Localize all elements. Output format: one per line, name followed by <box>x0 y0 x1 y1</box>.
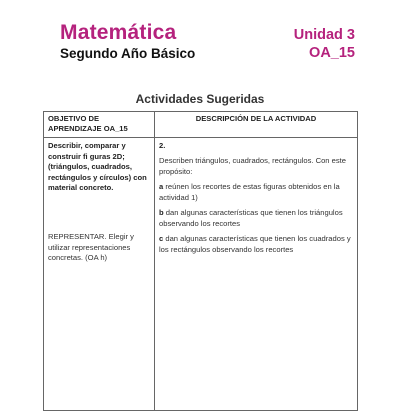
represent-text: REPRESENTAR. Elegir y utilizar representaciones concretas. (OA h) <box>48 232 134 262</box>
activity-column-header: DESCRIPCIÓN DE LA ACTIVIDAD <box>195 114 317 123</box>
subject-title: Matemática <box>60 21 177 44</box>
item-text: dan algunas características que tienen los cuadrados y los rectángulos observando los recortes <box>159 234 351 254</box>
item-letter: a <box>159 182 164 191</box>
item-letter: c <box>159 234 164 243</box>
item-text: dan algunas características que tienen los triángulos observando los recortes <box>159 208 343 228</box>
activity-item-c <box>159 234 354 255</box>
activity-item-b <box>159 208 354 229</box>
activity-item-a <box>159 182 354 203</box>
objective-column-header: OBJETIVO DE APRENDIZAJE OA_15 <box>48 114 128 133</box>
grade-subtitle: Segundo Año Básico <box>60 46 196 61</box>
item-letter: b <box>159 208 164 217</box>
column-divider <box>154 112 155 410</box>
section-title: Actividades Sugeridas <box>135 92 265 106</box>
header-row-divider <box>44 137 357 138</box>
activity-description <box>159 141 354 260</box>
activity-intro: Describen triángulos, cuadrados, rectángulos. Con este propósito: <box>159 156 346 176</box>
page-header <box>0 0 400 70</box>
objective-text: Describir, comparar y construir fi guras 2D; (triángulos, cuadrados, rectángulos y círculos) con material concreto. <box>48 141 147 192</box>
unit-label: Unidad 3 <box>293 27 355 43</box>
activity-number: 2. <box>159 141 166 150</box>
oa-code-label: OA_15 <box>309 45 355 61</box>
activities-table <box>43 111 358 411</box>
item-text: reúnen los recortes de estas figuras obtenidos en la actividad 1) <box>159 182 340 202</box>
